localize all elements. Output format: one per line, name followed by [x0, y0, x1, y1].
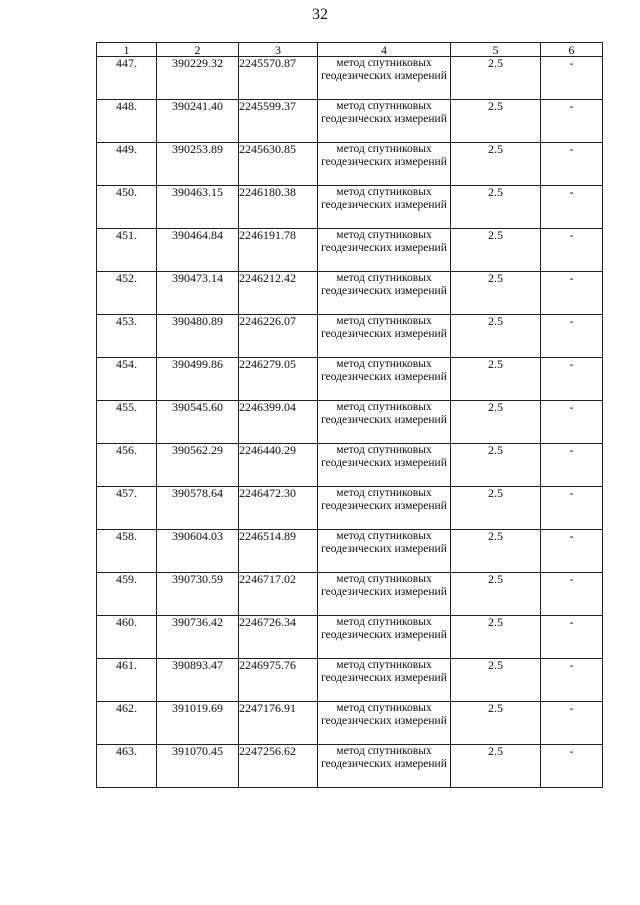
- table-row: [97, 444, 603, 487]
- coordinates-table: [96, 42, 603, 788]
- table-row: [97, 745, 603, 788]
- note-cell: -: [541, 315, 603, 358]
- point-number-cell: 453.: [97, 315, 157, 358]
- header-col-4: 4: [318, 43, 451, 57]
- note-cell: -: [541, 530, 603, 573]
- accuracy-cell: 2.5: [451, 143, 541, 186]
- accuracy-cell: 2.5: [451, 229, 541, 272]
- accuracy-cell: 2.5: [451, 573, 541, 616]
- table-row: [97, 573, 603, 616]
- accuracy-cell: 2.5: [451, 100, 541, 143]
- x-coordinate-cell: 390545.60: [157, 401, 239, 444]
- note-cell: -: [541, 401, 603, 444]
- method-cell: метод спутниковых геодезических измерений: [318, 186, 451, 229]
- note-cell: -: [541, 616, 603, 659]
- method-cell: метод спутниковых геодезических измерений: [318, 659, 451, 702]
- page-number: 32: [312, 6, 328, 23]
- y-coordinate-cell: 2247256.62: [239, 745, 318, 788]
- accuracy-cell: 2.5: [451, 315, 541, 358]
- y-coordinate-cell: 2246180.38: [239, 186, 318, 229]
- note-cell: -: [541, 444, 603, 487]
- method-cell: метод спутниковых геодезических измерений: [318, 745, 451, 788]
- table-row: [97, 143, 603, 186]
- accuracy-cell: 2.5: [451, 530, 541, 573]
- y-coordinate-cell: 2247176.91: [239, 702, 318, 745]
- table-row: [97, 358, 603, 401]
- point-number-cell: 458.: [97, 530, 157, 573]
- header-row: [97, 43, 603, 57]
- table-header: [97, 43, 603, 57]
- x-coordinate-cell: 390499.86: [157, 358, 239, 401]
- method-cell: метод спутниковых геодезических измерений: [318, 100, 451, 143]
- y-coordinate-cell: 2246514.89: [239, 530, 318, 573]
- table-row: [97, 100, 603, 143]
- y-coordinate-cell: 2246399.04: [239, 401, 318, 444]
- y-coordinate-cell: 2246191.78: [239, 229, 318, 272]
- accuracy-cell: 2.5: [451, 401, 541, 444]
- accuracy-cell: 2.5: [451, 745, 541, 788]
- table-row: [97, 487, 603, 530]
- accuracy-cell: 2.5: [451, 57, 541, 100]
- method-cell: метод спутниковых геодезических измерений: [318, 57, 451, 100]
- point-number-cell: 449.: [97, 143, 157, 186]
- point-number-cell: 447.: [97, 57, 157, 100]
- accuracy-cell: 2.5: [451, 702, 541, 745]
- x-coordinate-cell: 390730.59: [157, 573, 239, 616]
- method-cell: метод спутниковых геодезических измерений: [318, 530, 451, 573]
- x-coordinate-cell: 390229.32: [157, 57, 239, 100]
- accuracy-cell: 2.5: [451, 444, 541, 487]
- note-cell: -: [541, 659, 603, 702]
- point-number-cell: 457.: [97, 487, 157, 530]
- table-row: [97, 530, 603, 573]
- x-coordinate-cell: 390253.89: [157, 143, 239, 186]
- x-coordinate-cell: 390893.47: [157, 659, 239, 702]
- x-coordinate-cell: 390473.14: [157, 272, 239, 315]
- x-coordinate-cell: 390578.64: [157, 487, 239, 530]
- method-cell: метод спутниковых геодезических измерений: [318, 444, 451, 487]
- accuracy-cell: 2.5: [451, 358, 541, 401]
- method-cell: метод спутниковых геодезических измерений: [318, 315, 451, 358]
- point-number-cell: 460.: [97, 616, 157, 659]
- note-cell: -: [541, 143, 603, 186]
- y-coordinate-cell: 2245570.87: [239, 57, 318, 100]
- point-number-cell: 459.: [97, 573, 157, 616]
- table-row: [97, 57, 603, 100]
- header-col-5: 5: [451, 43, 541, 57]
- method-cell: метод спутниковых геодезических измерений: [318, 401, 451, 444]
- x-coordinate-cell: 390241.40: [157, 100, 239, 143]
- header-col-2: 2: [157, 43, 239, 57]
- y-coordinate-cell: 2246279.05: [239, 358, 318, 401]
- note-cell: -: [541, 100, 603, 143]
- accuracy-cell: 2.5: [451, 487, 541, 530]
- x-coordinate-cell: 391019.69: [157, 702, 239, 745]
- method-cell: метод спутниковых геодезических измерений: [318, 616, 451, 659]
- method-cell: метод спутниковых геодезических измерений: [318, 272, 451, 315]
- y-coordinate-cell: 2246717.02: [239, 573, 318, 616]
- y-coordinate-cell: 2245630.85: [239, 143, 318, 186]
- table-body: [97, 57, 603, 788]
- point-number-cell: 450.: [97, 186, 157, 229]
- x-coordinate-cell: 390463.15: [157, 186, 239, 229]
- table-row: [97, 401, 603, 444]
- point-number-cell: 448.: [97, 100, 157, 143]
- table-row: [97, 659, 603, 702]
- table-row: [97, 272, 603, 315]
- x-coordinate-cell: 391070.45: [157, 745, 239, 788]
- method-cell: метод спутниковых геодезических измерений: [318, 573, 451, 616]
- header-col-1: 1: [97, 43, 157, 57]
- note-cell: -: [541, 745, 603, 788]
- y-coordinate-cell: 2246226.07: [239, 315, 318, 358]
- note-cell: -: [541, 272, 603, 315]
- x-coordinate-cell: 390480.89: [157, 315, 239, 358]
- x-coordinate-cell: 390736.42: [157, 616, 239, 659]
- y-coordinate-cell: 2246472.30: [239, 487, 318, 530]
- method-cell: метод спутниковых геодезических измерений: [318, 143, 451, 186]
- accuracy-cell: 2.5: [451, 272, 541, 315]
- y-coordinate-cell: 2246212.42: [239, 272, 318, 315]
- accuracy-cell: 2.5: [451, 659, 541, 702]
- note-cell: -: [541, 229, 603, 272]
- note-cell: -: [541, 57, 603, 100]
- x-coordinate-cell: 390464.84: [157, 229, 239, 272]
- point-number-cell: 451.: [97, 229, 157, 272]
- table-row: [97, 702, 603, 745]
- table-row: [97, 616, 603, 659]
- note-cell: -: [541, 573, 603, 616]
- method-cell: метод спутниковых геодезических измерений: [318, 358, 451, 401]
- method-cell: метод спутниковых геодезических измерений: [318, 229, 451, 272]
- point-number-cell: 452.: [97, 272, 157, 315]
- note-cell: -: [541, 487, 603, 530]
- header-col-3: 3: [239, 43, 318, 57]
- point-number-cell: 454.: [97, 358, 157, 401]
- point-number-cell: 463.: [97, 745, 157, 788]
- point-number-cell: 456.: [97, 444, 157, 487]
- x-coordinate-cell: 390562.29: [157, 444, 239, 487]
- y-coordinate-cell: 2246440.29: [239, 444, 318, 487]
- table-row: [97, 186, 603, 229]
- x-coordinate-cell: 390604.03: [157, 530, 239, 573]
- note-cell: -: [541, 702, 603, 745]
- method-cell: метод спутниковых геодезических измерений: [318, 487, 451, 530]
- point-number-cell: 462.: [97, 702, 157, 745]
- y-coordinate-cell: 2246975.76: [239, 659, 318, 702]
- header-col-6: 6: [541, 43, 603, 57]
- accuracy-cell: 2.5: [451, 186, 541, 229]
- point-number-cell: 461.: [97, 659, 157, 702]
- y-coordinate-cell: 2245599.37: [239, 100, 318, 143]
- method-cell: метод спутниковых геодезических измерений: [318, 702, 451, 745]
- point-number-cell: 455.: [97, 401, 157, 444]
- accuracy-cell: 2.5: [451, 616, 541, 659]
- table-row: [97, 229, 603, 272]
- note-cell: -: [541, 358, 603, 401]
- table-row: [97, 315, 603, 358]
- note-cell: -: [541, 186, 603, 229]
- y-coordinate-cell: 2246726.34: [239, 616, 318, 659]
